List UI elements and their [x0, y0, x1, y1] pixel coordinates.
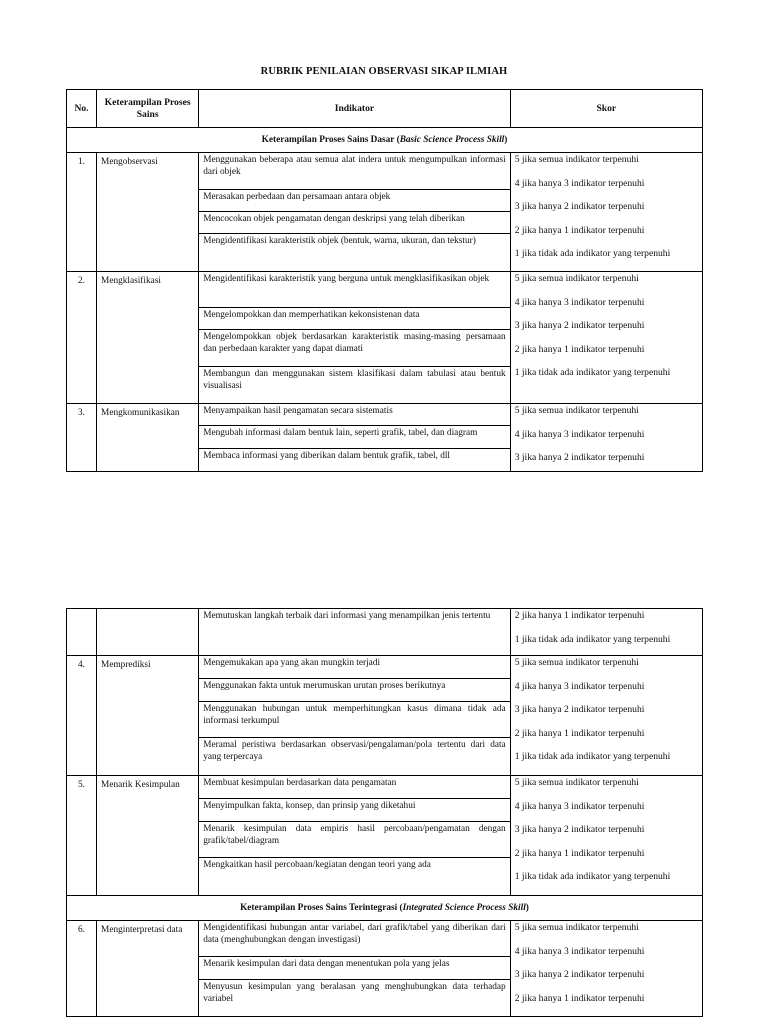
- score-item: 1 jika tidak ada indikator yang terpenuhi: [514, 367, 671, 378]
- indicator-item: Mengidentifikasi karakteristik yang berguna untuk mengklasifikasikan objek: [199, 272, 509, 308]
- score-item: 1 jika tidak ada indikator yang terpenuhi: [514, 248, 671, 259]
- score-item: 2 jika hanya 1 indikator terpenuhi: [514, 610, 645, 621]
- score-item: 4 jika hanya 3 indikator terpenuhi: [514, 945, 645, 957]
- indicator-item: Menarik kesimpulan data empiris hasil percobaan/pengamatan dengan grafik/tabel/diagram: [199, 822, 509, 858]
- rubric-table-part-1: [66, 89, 703, 472]
- score-item: 3 jika hanya 2 indikator terpenuhi: [514, 201, 645, 212]
- score-cell: [510, 656, 702, 776]
- table-row: [67, 921, 703, 1017]
- indicator-item: Mengkaitkan hasil percobaan/kegiatan dengan teori yang ada: [203, 860, 431, 870]
- score-item: 2 jika hanya 1 indikator terpenuhi: [514, 343, 645, 355]
- indicator-cell: [199, 656, 510, 776]
- score-cell: [510, 609, 702, 656]
- score-cell: [510, 153, 702, 272]
- score-item: 5 jika semua indikator terpenuhi: [514, 405, 639, 416]
- header-skill: Keterampilan Proses Sains: [97, 90, 199, 128]
- section-row-basic: [67, 128, 703, 153]
- indicator-item: Mengidentifikasi karakteristik objek (bentuk, warna, ukuran, dan tekstur): [203, 236, 476, 246]
- score-item: 2 jika hanya 1 indikator terpenuhi: [514, 847, 645, 859]
- score-cell: [510, 776, 702, 896]
- table-row-continued: [67, 609, 703, 656]
- rubric-table-part-2: [66, 608, 703, 1017]
- score-cell: [510, 404, 702, 472]
- indicator-item: Mengidentifikasi hubungan antar variabel, dari grafik/tabel yang diberikan dari data (menghubungkan dengan investigasi): [199, 921, 509, 957]
- score-item: 3 jika hanya 2 indikator terpenuhi: [514, 320, 645, 331]
- row-number: 1.: [67, 153, 97, 272]
- skill-name: Mengkomunikasikan: [97, 404, 199, 472]
- score-item: 4 jika hanya 3 indikator terpenuhi: [514, 680, 645, 692]
- row-number: 3.: [67, 404, 97, 472]
- score-item: 5 jika semua indikator terpenuhi: [514, 922, 639, 933]
- score-item: 5 jika semua indikator terpenuhi: [514, 154, 639, 165]
- table-row: [67, 272, 703, 404]
- score-item: 5 jika semua indikator terpenuhi: [514, 777, 639, 788]
- table-row: [67, 404, 703, 472]
- indicator-item: Menggunakan hubungan untuk memperhitungkan kasus dimana tidak ada informasi terkumpul: [199, 702, 509, 738]
- score-item: 2 jika hanya 1 indikator terpenuhi: [514, 992, 645, 1004]
- score-item: 2 jika hanya 1 indikator terpenuhi: [514, 224, 645, 236]
- skill-name: Mengobservasi: [97, 153, 199, 272]
- score-item: 5 jika semua indikator terpenuhi: [514, 273, 639, 284]
- rows-part-3: [67, 921, 703, 1017]
- indicator-item: Menyusun kesimpulan yang beralasan yang menghubungkan data terhadap variabel: [203, 982, 506, 1004]
- score-cell: [510, 272, 702, 404]
- indicator-cell: [199, 153, 510, 272]
- row-number: 2.: [67, 272, 97, 404]
- score-item: 3 jika hanya 2 indikator terpenuhi: [514, 452, 645, 463]
- indicator-item: Menyimpulkan fakta, konsep, dan prinsip yang diketahui: [199, 799, 509, 822]
- indicator-item: Menggunakan beberapa atau semua alat indera untuk mengumpulkan informasi dari objek: [199, 153, 509, 190]
- indicator-item: Menggunakan fakta untuk merumuskan urutan proses berikutnya: [199, 679, 509, 702]
- score-item: 1 jika tidak ada indikator yang terpenuhi: [514, 751, 671, 762]
- indicator-cell: [199, 609, 510, 656]
- score-item: 1 jika tidak ada indikator yang terpenuhi: [514, 633, 671, 645]
- row-number-empty: [67, 609, 97, 656]
- indicator-item: Mengemukakan apa yang akan mungkin terjadi: [199, 656, 509, 679]
- indicator-item: Mengelompokkan dan memperhatikan kekonsistenan data: [199, 308, 509, 330]
- indicator-cell: [199, 272, 510, 404]
- skill-name-empty: [97, 609, 199, 656]
- table-row: [67, 656, 703, 776]
- rows-part-2: [67, 609, 703, 896]
- score-item: 4 jika hanya 3 indikator terpenuhi: [514, 177, 645, 189]
- row-number: 5.: [67, 776, 97, 896]
- score-item: 4 jika hanya 3 indikator terpenuhi: [514, 428, 645, 440]
- header-no: No.: [67, 90, 97, 128]
- indicator-item: Mengubah informasi dalam bentuk lain, seperti grafik, tabel, dan diagram: [199, 426, 509, 449]
- score-cell: [510, 921, 702, 1017]
- indicator-item: Membangun dan menggunakan sistem klasifikasi dalam tabulasi atau bentuk visualisasi: [203, 369, 506, 391]
- indicator-item: Meramal peristiwa berdasarkan observasi/pengalaman/pola tertentu dari data yang terpercaya: [203, 740, 506, 762]
- skill-name: Memprediksi: [97, 656, 199, 776]
- score-item: 4 jika hanya 3 indikator terpenuhi: [514, 296, 645, 308]
- skill-name: Mengklasifikasi: [97, 272, 199, 404]
- score-item: 2 jika hanya 1 indikator terpenuhi: [514, 727, 645, 739]
- section-row-integrated: [67, 896, 703, 921]
- indicator-cell: [199, 776, 510, 896]
- indicator-item: Membaca informasi yang diberikan dalam bentuk grafik, tabel, dll: [203, 451, 451, 461]
- skill-name: Menginterpretasi data: [97, 921, 199, 1017]
- header-score: Skor: [510, 90, 702, 128]
- rows-part-1: [67, 153, 703, 472]
- score-item: 4 jika hanya 3 indikator terpenuhi: [514, 800, 645, 812]
- indicator-item: Memutuskan langkah terbaik dari informasi yang menampilkan jenis tertentu: [203, 611, 491, 621]
- row-number: 4.: [67, 656, 97, 776]
- score-item: 1 jika tidak ada indikator yang terpenuhi: [514, 871, 671, 882]
- section-integrated-heading: Keterampilan Proses Sains Terintegrasi (Integrated Science Process Skill): [67, 896, 703, 921]
- indicator-item: Menyampaikan hasil pengamatan secara sistematis: [199, 404, 509, 426]
- indicator-item: Membuat kesimpulan berdasarkan data pengamatan: [199, 776, 509, 799]
- indicator-cell: [199, 404, 510, 472]
- table-row: [67, 776, 703, 896]
- score-item: 3 jika hanya 2 indikator terpenuhi: [514, 704, 645, 715]
- table-row: [67, 153, 703, 272]
- score-item: 3 jika hanya 2 indikator terpenuhi: [514, 824, 645, 835]
- indicator-cell: [199, 921, 510, 1017]
- score-item: 3 jika hanya 2 indikator terpenuhi: [514, 969, 645, 980]
- score-item: 5 jika semua indikator terpenuhi: [514, 657, 639, 668]
- header-indicator: Indikator: [199, 90, 510, 128]
- page-title: RUBRIK PENILAIAN OBSERVASI SIKAP ILMIAH: [260, 66, 508, 77]
- skill-name: Menarik Kesimpulan: [97, 776, 199, 896]
- indicator-item: Mencocokan objek pengamatan dengan deskripsi yang telah diberikan: [199, 212, 509, 234]
- indicator-item: Merasakan perbedaan dan persamaan antara objek: [199, 190, 509, 212]
- section-basic-heading: Keterampilan Proses Sains Dasar (Basic Science Process Skill): [67, 128, 703, 153]
- header-row: [67, 90, 703, 128]
- indicator-item: Mengelompokkan objek berdasarkan karakteristik masing-masing persamaan dan perbedaan karakter yang dapat diamati: [199, 330, 509, 367]
- row-number: 6.: [67, 921, 97, 1017]
- indicator-item: Menarik kesimpulan dari data dengan menentukan pola yang jelas: [199, 957, 509, 980]
